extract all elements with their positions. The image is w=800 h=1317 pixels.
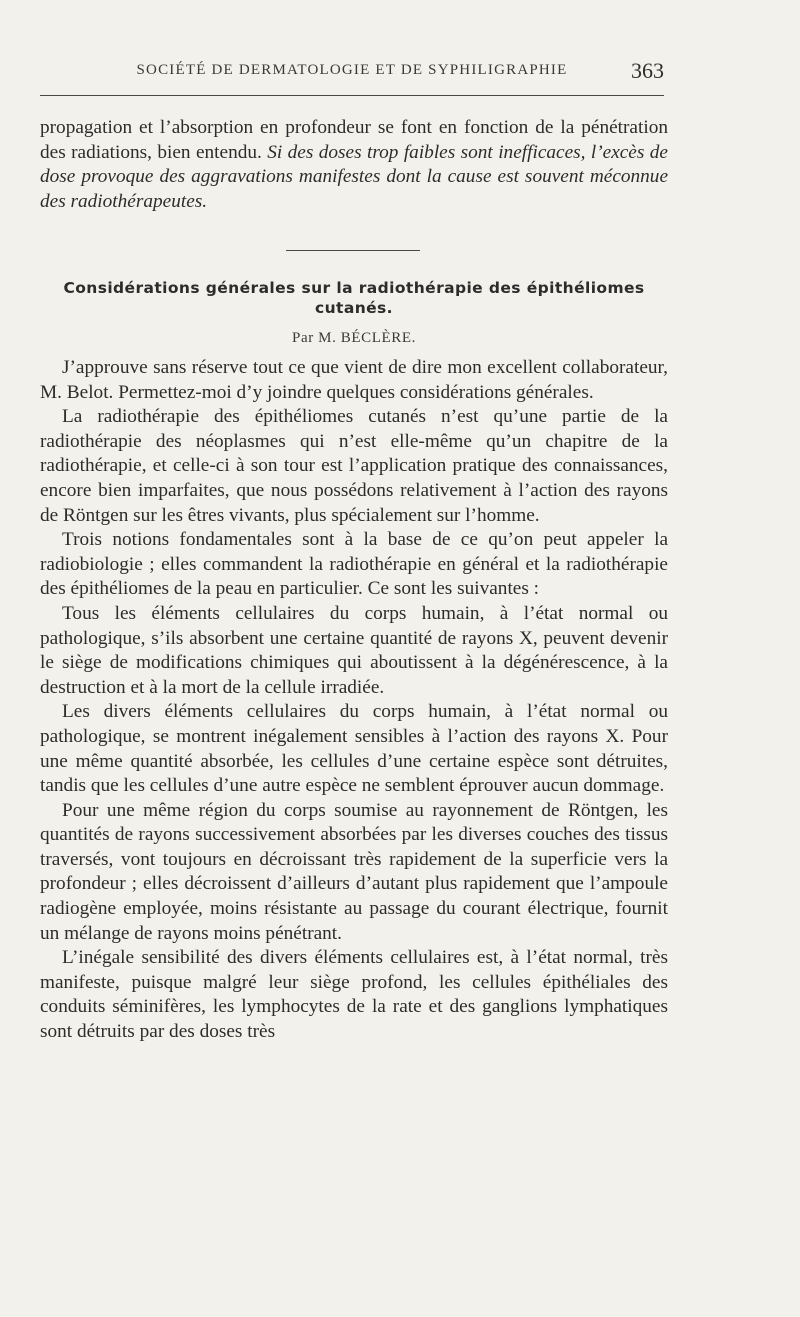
paragraph-6: Pour une même région du corps soumise au rayonnement de Röntgen, les quantités de rayons successivement absorbées par les diverses couches des tissus traversés, vont toujours en décroissant très rapidement de la superficie vers la profondeur ; elles décroissent d’ailleurs d’autant plus rapidement que l’ampoule radiogène employée, moins résistante au passage du courant électrique, fournit un mélange de rayons moins pénétrant. [40, 799, 668, 944]
header-rule [40, 95, 664, 96]
running-header [40, 60, 664, 88]
paragraph-1: J’approuve sans réserve tout ce que vient de dire mon excellent collaborateur, M. Belot. Permettez-moi d’y joindre quelques considérations générales. [40, 357, 668, 403]
main-text [40, 356, 668, 1045]
paragraph-5: Les divers éléments cellulaires du corps humain, à l’état normal ou pathologique, se montrent inégalement sensibles à l’action des rayons X. Pour une même quantité absorbée, les cellules d’une certaine espèce sont détruites, tandis que les cellules d’une autre espèce ne semblent éprouver aucun dommage. [40, 701, 668, 797]
paragraph-4: Tous les éléments cellulaires du corps humain, à l’état normal ou pathologique, s’ils absorbent une certaine quantité de rayons X, peuvent devenir le siège de modifications chimiques qui aboutissent à la dégénérescence, à la destruction et à la mort de la cellule irradiée. [40, 602, 668, 698]
intro-italic-text: Si des doses trop faibles sont inefficaces, l’excès de dose provoque des aggravations manifestes dont la cause est souvent méconnue des radiothérapeutes. [40, 141, 668, 212]
section-separator-rule [286, 250, 420, 251]
paragraph-7: L’inégale sensibilité des divers éléments cellulaires est, à l’état normal, très manifeste, puisque malgré leur siège profond, les cellules épithéliales des conduits séminifères, les lymphocytes de la rate et des ganglions lymphatiques sont détruits par des doses très [40, 947, 668, 1043]
page-number: 363 [631, 58, 664, 83]
intro-paragraph [40, 116, 668, 214]
paragraph-2: La radiothérapie des épithéliomes cutanés n’est qu’une partie de la radiothérapie des néoplasmes qui n’est elle-même qu’un chapitre de la radiothérapie, et celle-ci à son tour est l’application pratique des connaissances, encore bien imparfaites, que nous possédons relativement à l’action des rayons de Röntgen sur les êtres vivants, plus spécialement sur l’homme. [40, 406, 668, 526]
section-author: Par M. BÉCLÈRE. [292, 330, 416, 346]
intro-plain-text: propagation et l’absorption en profondeur se font en fonction de la pénétration des radiations, bien entendu. [40, 117, 668, 163]
paragraph-3: Trois notions fondamentales sont à la base de ce qu’on peut appeler la radiobiologie ; elles commandent la radiothérapie en général et la radiothérapie des épithéliomes de la peau en particulier. Ce sont les suivantes : [40, 529, 668, 600]
running-title: SOCIÉTÉ DE DERMATOLOGIE ET DE SYPHILIGRAPHIE [136, 62, 568, 78]
section-title: Considérations générales sur la radiothérapie des épithéliomes cutanés. [63, 279, 645, 317]
